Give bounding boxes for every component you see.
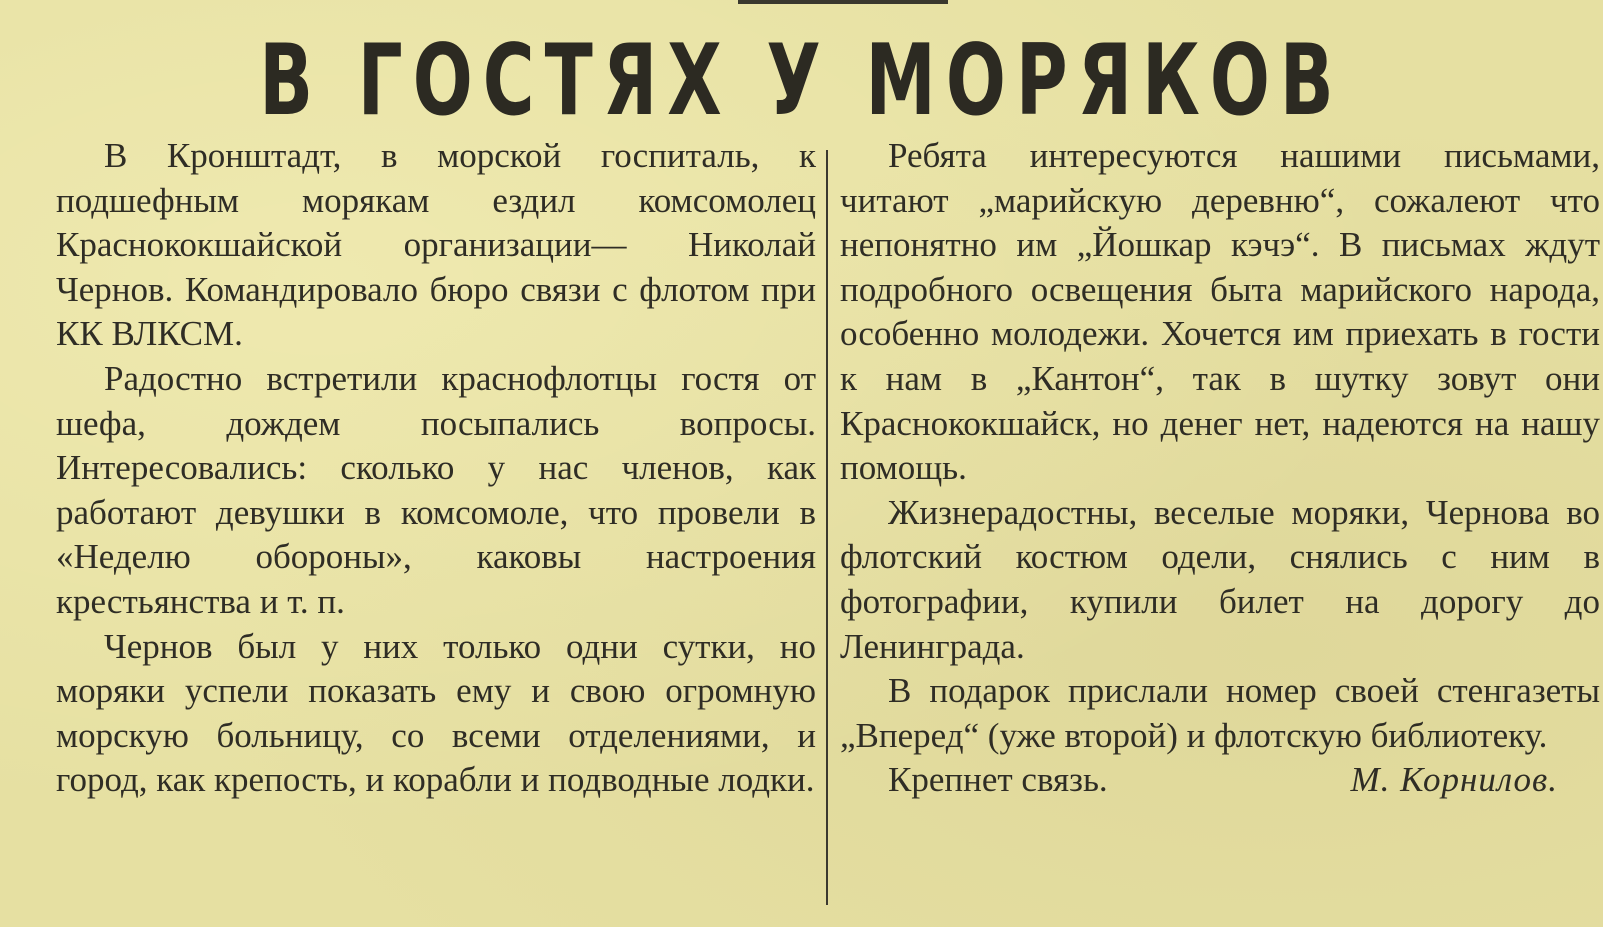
left-column bbox=[56, 134, 816, 803]
signoff-line bbox=[840, 758, 1600, 803]
article-headline: В ГОСТЯХ У МОРЯКОВ bbox=[259, 24, 1344, 138]
right-column bbox=[840, 134, 1600, 803]
closing-text: Крепнет связь. bbox=[888, 760, 1108, 800]
column-divider bbox=[826, 150, 828, 905]
author-signature: М. Корнилов. bbox=[1350, 760, 1558, 800]
paragraph: Чернов был у них только одни сутки, но моряки успели показать ему и свою огромную морскую больницу, со всеми отделениями, и город, как крепость, и корабли и подводные лодки. bbox=[56, 626, 816, 800]
paragraph: Ребята интересуются нашими письмами, читают „марийскую деревню“, сожалеют что непонятно им „Йошкар кэчэ“. В письмах ждут подробного освещения быта марийского народа, особенно молодежи. Хочется им приехать в гости к нам в „Кантон“, так в шутку зовут они Краснококшайск, но денег нет, надеются на нашу помощь. bbox=[840, 136, 1600, 488]
top-rule bbox=[738, 0, 948, 4]
paragraph: В подарок прислали номер своей стенгазеты „Вперед“ (уже второй) и флотскую библиотеку. bbox=[840, 671, 1600, 755]
paragraph: Радостно встретили краснофлотцы гостя от шефа, дождем посыпались вопросы. Интересовались: сколько у нас членов, как работают девушки в комсомоле, что провели в «Неделю обороны», каковы настроения крестьянства и т. п. bbox=[56, 358, 816, 621]
paragraph: Жизнерадостны, веселые моряки, Чернова во флотский костюм одели, снялись с ним в фотографии, купили билет на дорогу до Ленинграда. bbox=[840, 492, 1600, 666]
paragraph: В Кронштадт, в морской госпиталь, к подшефным морякам ездил комсомолец Краснококшайской организации— Николай Чернов. Командировало бюро связи с флотом при КК ВЛКСМ. bbox=[56, 136, 816, 354]
